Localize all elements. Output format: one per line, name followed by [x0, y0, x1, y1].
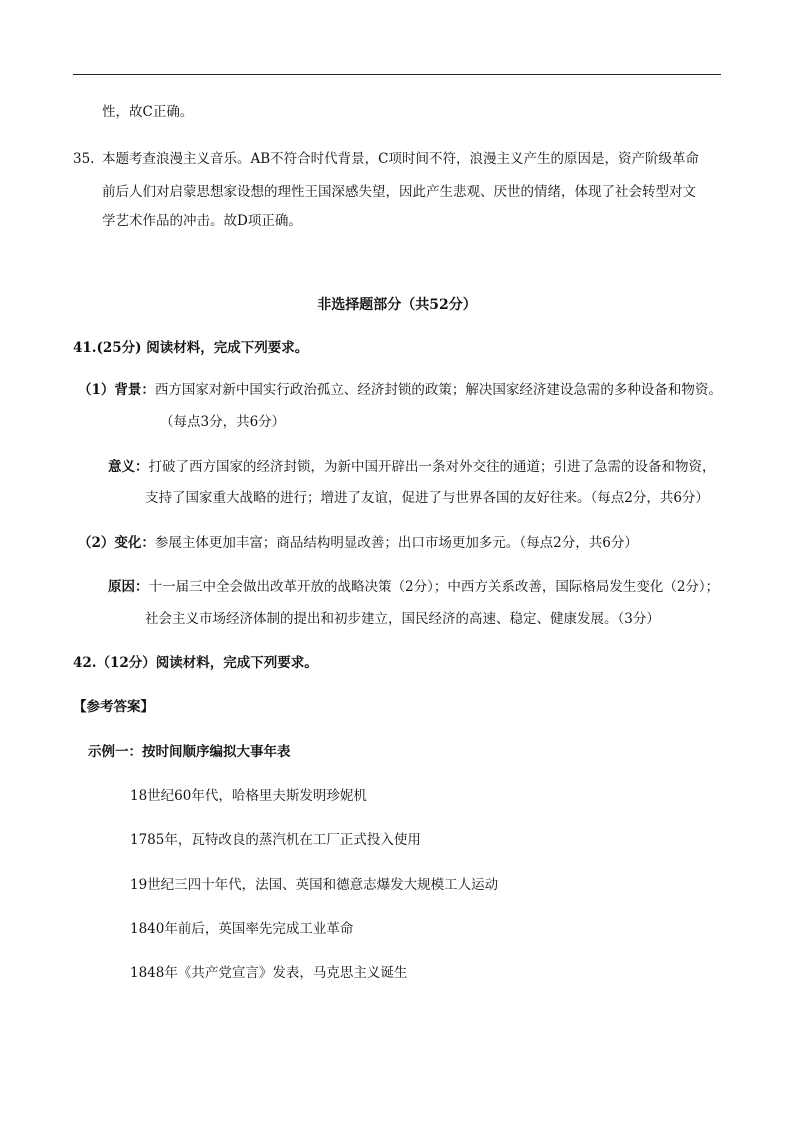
header-rule — [73, 74, 721, 75]
item-label: 原因： — [108, 579, 149, 595]
answer-text: 参展主体更加丰富；商品结构明显改善；出口市场更加多元。（每点2分，共6分） — [154, 535, 638, 551]
timeline-item: 1848年《共产党宣言》发表，马克思主义诞生 — [130, 965, 408, 981]
answer-text: 打破了西方国家的经济封锁，为新中国开辟出一条对外交往的通道；引进了急需的设备和物资， — [148, 459, 716, 475]
answer-text: 本题考查浪漫主义音乐。AB不符合时代背景，C项时间不符，浪漫主义产生的原因是，资产阶级革命 — [102, 151, 699, 167]
answer-text: 社会主义市场经济体制的提出和初步建立，国民经济的高速、稳定、健康发展。（3分） — [145, 611, 660, 627]
answer-text: 西方国家对新中国实行政治孤立、经济封锁的政策；解决国家经济建设急需的多种设备和物资。 — [154, 382, 722, 398]
timeline-item: 19世纪三四十年代，法国、英国和德意志爆发大规模工人运动 — [130, 877, 499, 893]
score-note: （每点3分，共6分） — [160, 414, 286, 430]
example-heading: 示例一：按时间顺序编拟大事年表 — [88, 744, 291, 760]
reference-answer-heading: 【参考答案】 — [73, 699, 154, 715]
question-heading: 41.(25分) 阅读材料，完成下列要求。 — [73, 340, 309, 356]
continuation-text: 性，故C正确。 — [102, 104, 194, 120]
answer-text: 前后人们对启蒙思想家设想的理性王国深感失望，因此产生悲观、厌世的情绪，体现了社会转型对文 — [102, 184, 696, 200]
timeline-item: 18世纪60年代，哈格里夫斯发明珍妮机 — [130, 788, 367, 804]
answer-text: 支持了国家重大战略的进行；增进了友谊，促进了与世界各国的友好往来。（每点2分，共6分） — [145, 490, 709, 506]
question-heading: 42.（12分）阅读材料，完成下列要求。 — [73, 655, 318, 671]
part-label: （1）背景： — [78, 382, 155, 398]
item-label: 意义： — [108, 459, 149, 475]
part-label: （2）变化： — [78, 535, 155, 551]
question-number: 35. — [73, 151, 95, 167]
timeline-item: 1840年前后，英国率先完成工业革命 — [130, 921, 354, 937]
answer-text: 学艺术作品的冲击。故D项正确。 — [102, 213, 302, 229]
section-title: 非选择题部分（共52分） — [317, 297, 477, 313]
answer-text: 十一届三中全会做出改革开放的战略决策（2分）；中西方关系改善，国际格局发生变化（2分）； — [148, 579, 720, 595]
timeline-item: 1785年，瓦特改良的蒸汽机在工厂正式投入使用 — [130, 832, 421, 848]
